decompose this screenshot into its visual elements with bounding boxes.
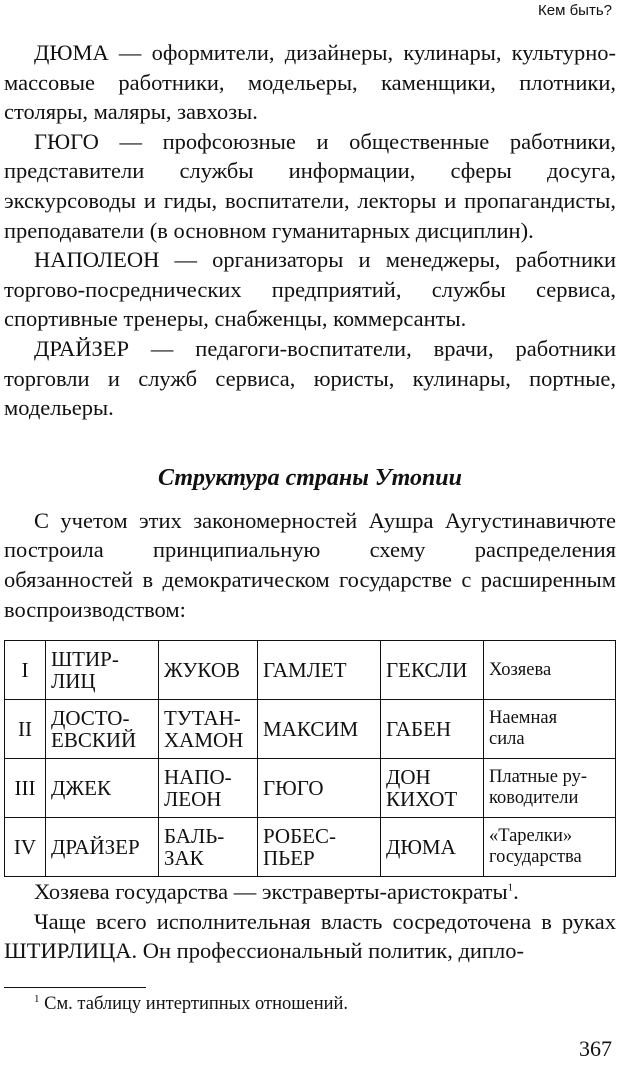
table-cell-type-4: ДЮМА [381, 818, 484, 877]
table-cell-type-2: БАЛЬ- ЗАК [159, 818, 258, 877]
table-cell-row-number: IV [5, 818, 46, 877]
table-cell-type-1: ДРАЙЗЕР [46, 818, 159, 877]
paragraph-owners-text: Хозяева государства — экстраверты-аристократы [34, 879, 508, 905]
footnote [34, 994, 348, 1015]
table-row [5, 641, 616, 700]
table-row [5, 759, 616, 818]
table-cell-type-4: ДОН КИХОТ [381, 759, 484, 818]
table-cell-type-2: НАПО- ЛЕОН [159, 759, 258, 818]
table-cell-type-1: ДОСТО- ЕВСКИЙ [46, 700, 159, 759]
table-cell-type-4: ГАБЕН [381, 700, 484, 759]
table-cell-type-4: ГЕКСЛИ [381, 641, 484, 700]
paragraph-napoleon: НАПОЛЕОН — организаторы и менеджеры, работники торгово-посреднических предприятий, службы сервиса, спортивные тренеры, снабженцы, коммерсанты. [4, 247, 616, 332]
paragraph-stirlitz: Чаще всего исполнительная власть сосредоточена в руках ШТИРЛИЦА. Он профессиональный политик, дипло- [4, 908, 616, 964]
table-cell-row-number: II [5, 700, 46, 759]
table-cell-type-3: ГАМЛЕТ [258, 641, 381, 700]
paragraph-hugo: ГЮГО — профсоюзные и общественные работники, представители службы информации, сферы досуга, экскурсоводы и гиды, воспитатели, лекторы и пропагандисты, преподаватели (в основном гуманитарных дисциплин). [4, 128, 616, 243]
footnote-ref[interactable]: 1 [507, 881, 514, 894]
table-row [5, 700, 616, 759]
utopia-structure-table [4, 640, 616, 877]
table-cell-type-3: МАКСИМ [258, 700, 381, 759]
table-cell-type-1: ШТИР- ЛИЦ [46, 641, 159, 700]
table-cell-type-3: ГЮГО [258, 759, 381, 818]
paragraph-owners: Хозяева государства — экстраверты-аристократы$^1$. [34, 879, 519, 905]
table-cell-row-number: I [5, 641, 46, 700]
table-cell-row-role: Хозяева [484, 641, 616, 700]
table-cell-type-3: РОБЕС- ПЬЕР [258, 818, 381, 877]
page-body [4, 38, 616, 966]
paragraph-dreiser: ДРАЙЗЕР — педагоги-воспитатели, врачи, работники торговли и служб сервиса, юристы, кулинары, портные, модельеры. [4, 335, 616, 421]
table-row [5, 818, 616, 877]
table-cell-row-role: «Тарелки» государства [484, 818, 616, 877]
table-cell-row-role: Наемная сила [484, 700, 616, 759]
section-heading: Структура страны Утопии [158, 464, 462, 491]
page-number: 367 [579, 1036, 612, 1061]
footnote-text: См. таблицу интертипных отношений. [44, 994, 349, 1014]
table-cell-type-1: ДЖЕК [46, 759, 159, 818]
intro-paragraph: С учетом этих закономерностей Аушра Аугустинавичюте построила принципиальную схему распределения обязанностей в демократическом государстве с расширенным воспроизводством: [4, 507, 616, 622]
paragraph-duma: ДЮМА — оформители, дизайнеры, кулинары, культурно-массовые работники, модельеры, каменщики, плотники, столяры, маляры, завхозы. [4, 40, 616, 125]
table-cell-type-2: ТУТАН- ХАМОН [159, 700, 258, 759]
table-cell-row-role: Платные ру- ководители [484, 759, 616, 818]
table-cell-row-number: III [5, 759, 46, 818]
footnote-marker: 1 [34, 992, 40, 1005]
footnote-divider [4, 987, 146, 988]
running-head: Кем быть? [538, 2, 612, 19]
table-cell-type-2: ЖУКОВ [159, 641, 258, 700]
